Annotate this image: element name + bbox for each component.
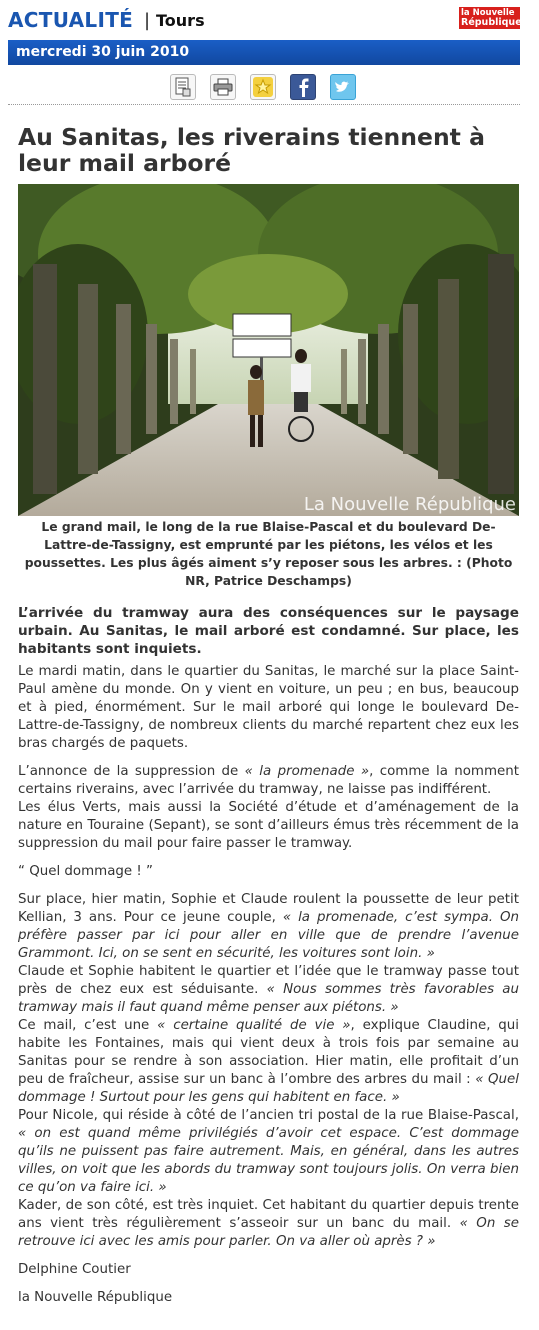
quote: « la promenade, c’est sympa. On préfère passer par ici pour aller en ville que de prendre l’avenue Grammont. Ici, on se sent en sécurité, les voitures sont loin. » [18, 910, 519, 961]
paragraph [18, 891, 519, 963]
divider [8, 104, 520, 105]
print-icon[interactable] [210, 74, 236, 100]
paragraph [18, 1197, 519, 1251]
header [8, 6, 520, 36]
quote: « On se retrouve ici avec les amis pour parler. On va aller où après ? » [18, 1216, 519, 1249]
text-span: Pour Nicole, qui réside à côté de l’ancien tri postal de la rue Blaise-Pascal, [18, 1108, 519, 1123]
paragraph [18, 763, 519, 799]
text-span: L’annonce de la suppression de [18, 764, 245, 779]
favorite-star-icon[interactable] [250, 74, 276, 100]
paragraph [18, 963, 519, 1017]
quote: « Quel dommage ! Surtout pour les gens qui habitent en face. » [18, 1072, 519, 1105]
subheading: “ Quel dommage ! ” [18, 864, 153, 879]
article-body [18, 663, 519, 1317]
photo-caption: Le grand mail, le long de la rue Blaise-Pascal et du boulevard De-Lattre-de-Tassigny, est emprunté par les piétons, les vélos et les poussettes. Les plus âgés aiment s’y reposer sous les arbres. : (Photo NR, Patrice Deschamps) [24, 520, 513, 588]
photo-watermark: La Nouvelle République [303, 494, 516, 515]
facebook-icon[interactable] [290, 74, 316, 100]
text-span: Kader, de son côté, est très inquiet. Cet habitant du quartier depuis trente ans vient très régulièrement s’asseoir sur un banc du mail. [18, 1198, 519, 1231]
publication-name: la Nouvelle République [18, 1290, 173, 1305]
paragraph [18, 1107, 519, 1197]
article-title: Au Sanitas, les riverains tiennent à leur mail arboré [18, 123, 485, 177]
section-title[interactable]: ACTUALITÉ [8, 8, 134, 32]
quote: « on est quand même privilégiés d’avoir cet espace. C’est dommage qu’ils ne puissent pas faire autrement. Mais, en général, dans les autres villes, on voit que les abords du tramway sont toujours jolis. On verra bien ce qu’on va faire ici. » [18, 1126, 519, 1195]
document-icon[interactable] [170, 74, 196, 100]
text-span: , explique Claudine, qui habite les Fontaines, mais qui vient deux à trois fois par semaine au Sanitas pour se rendre à son association. Hier matin, elle profitait d’un peu de fraîcheur, assise sur un banc à l’ombre des arbres du mail : [18, 1018, 520, 1087]
nr-logo[interactable] [459, 7, 520, 29]
logo-line2: République [461, 17, 522, 28]
quote: « Nous sommes très favorables au tramway mais il faut quand même penser aux piétons. » [18, 982, 519, 1015]
date-bar: mercredi 30 juin 2010 [8, 40, 520, 65]
quote: « la promenade » [244, 764, 370, 779]
text-span: Sur place, hier matin, Sophie et Claude roulent la poussette de leur petit Kellian, 3 ans. Pour ce jeune couple, [18, 892, 519, 925]
paragraph: Les élus Verts, mais aussi la Société d’étude et d’aménagement de la nature en Touraine (Sepant), se sont d’ailleurs émus très récemment de la suppression du mail pour faire passer le tramway. [18, 800, 519, 851]
text-span: Ce mail, c’est une [18, 1018, 158, 1033]
article-lead: L’arrivée du tramway aura des conséquences sur le paysage urbain. Au Sanitas, le mail arboré est condamné. Sur place, les habitants sont inquiets. [18, 605, 519, 657]
text-span: , comme la nomment certains riverains, avec l’arrivée du tramway, ne laisse pas indifférent. [18, 764, 519, 797]
author: Delphine Coutier [18, 1262, 131, 1277]
quote: « certaine qualité de vie » [157, 1018, 351, 1033]
twitter-icon[interactable] [330, 74, 356, 100]
paragraph [18, 1017, 519, 1107]
header-separator: | [144, 10, 151, 31]
paragraph: Le mardi matin, dans le quartier du Sanitas, le marché sur la place Saint-Paul amène du monde. On y vient en voiture, un peu ; en bus, beaucoup et à pied, énormément. Sur le mail arboré qui longe le boulevard De-Lattre-de-Tassigny, de nombreux clients du marché repartent chez eux les bras chargés de paquets. [18, 664, 519, 751]
logo-line1: la Nouvelle [461, 8, 515, 18]
city-label[interactable]: Tours [156, 11, 205, 30]
article-photo [18, 184, 519, 516]
text-span: Claude et Sophie habitent le quartier et l’idée que le tramway passe tout près de chez eux est séduisante. [18, 964, 519, 997]
